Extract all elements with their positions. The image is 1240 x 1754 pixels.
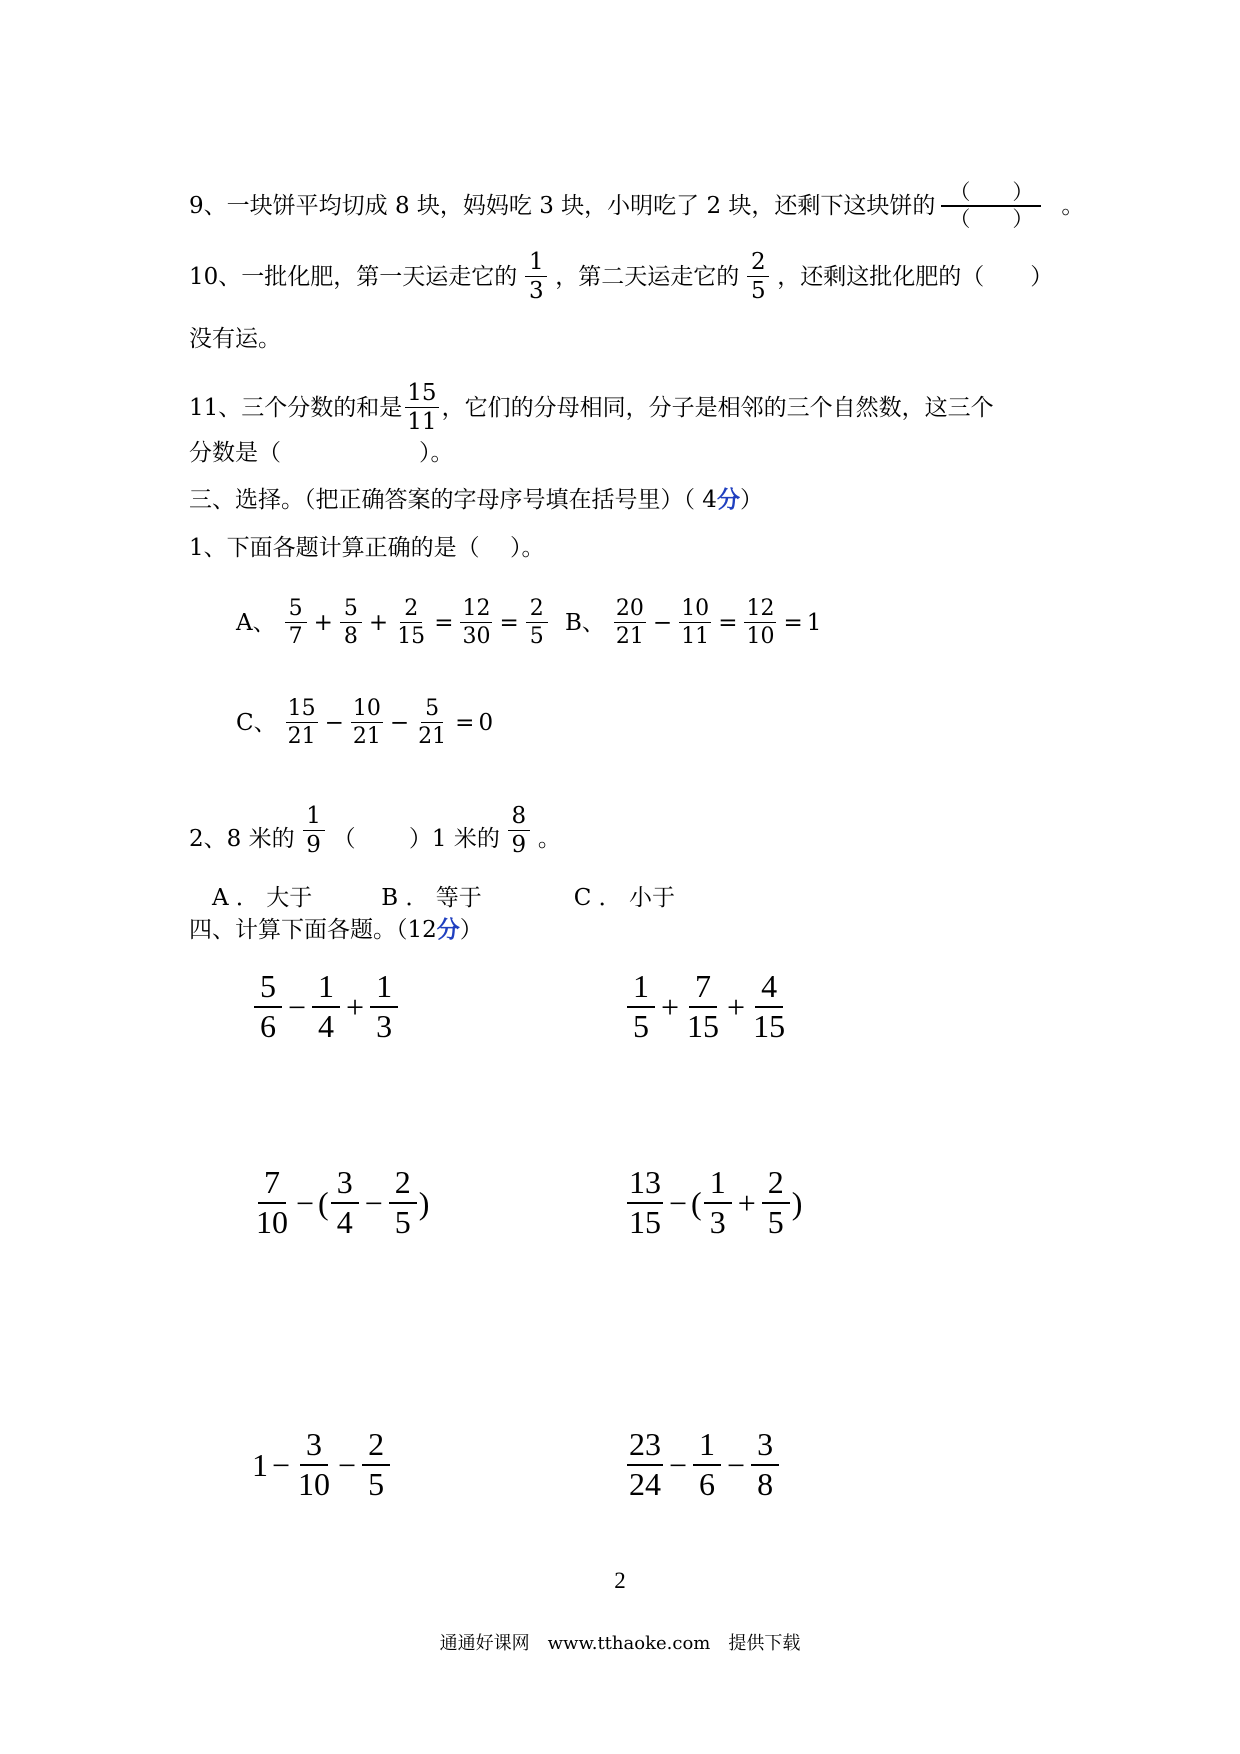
- q9-text: 9、一块饼平均切成 8 块，妈妈吃 3 块，小明吃了 2 块，还剩下这块饼的: [189, 193, 936, 220]
- close-paren: ): [418, 1184, 430, 1221]
- q11-text-2: ，它们的分母相同，分子是相邻的三个自然数，这三个: [441, 394, 994, 421]
- question-9: [189, 181, 1084, 231]
- s3q1-option-c: [236, 697, 493, 748]
- operator: −: [338, 1446, 357, 1483]
- numerator: 7: [689, 970, 717, 1008]
- denominator: 8: [757, 1465, 774, 1502]
- q11-f-denominator: 11: [407, 409, 437, 436]
- denominator: 3: [709, 1203, 726, 1240]
- numerator: 12: [460, 597, 492, 623]
- term: [312, 970, 340, 1043]
- numerator: 3: [300, 1428, 328, 1466]
- q11-line-2: 分数是（ ）。: [189, 440, 454, 466]
- calc-expression-2: [625, 970, 789, 1043]
- term: [751, 1428, 779, 1501]
- numerator: 12: [744, 597, 776, 623]
- denominator: 21: [615, 624, 644, 650]
- s3q2-fraction-1: [303, 804, 325, 857]
- operator: −: [272, 1446, 291, 1483]
- numerator: 1: [704, 1166, 732, 1204]
- footer-credit: 通通好课网 www.tthaoke.com 提供下载: [439, 1633, 801, 1654]
- numerator: 7: [258, 1166, 286, 1204]
- section-4-score: 分: [436, 916, 460, 943]
- q10-text-1: 10、一批化肥，第一天运走它的: [189, 263, 518, 290]
- operator: =: [783, 609, 803, 636]
- optA-term-5: [526, 597, 548, 648]
- denominator: 21: [418, 724, 447, 750]
- term: [331, 1166, 359, 1239]
- operator: +: [346, 988, 365, 1025]
- term: [254, 1166, 290, 1239]
- calc-expression-4: [625, 1166, 802, 1239]
- denominator: 5: [394, 1203, 411, 1240]
- denominator: 5: [767, 1203, 784, 1240]
- section-4-close: ）: [459, 917, 483, 943]
- denominator: 21: [352, 724, 381, 750]
- q10-f2-numerator: 2: [747, 250, 769, 277]
- s3q2-options: A ． 大于 B ． 等于 C ． 小于: [212, 885, 675, 911]
- numerator: 5: [340, 597, 362, 623]
- denominator: 21: [287, 724, 316, 750]
- open-paren: (: [318, 1184, 329, 1221]
- q10-fraction-1: [525, 250, 547, 303]
- denominator: 10: [256, 1203, 288, 1240]
- optB-term-3: [744, 597, 776, 648]
- denominator: 10: [298, 1465, 331, 1502]
- denominator: 4: [336, 1203, 353, 1240]
- term: [704, 1166, 732, 1239]
- s3q2-end: 。: [537, 825, 561, 852]
- term: [362, 1428, 390, 1501]
- option-c-label: C、: [236, 709, 277, 736]
- close-paren: ): [791, 1184, 803, 1221]
- q11-fraction: [405, 381, 438, 434]
- whole-number: 1: [252, 1446, 268, 1483]
- optA-term-1: [285, 597, 307, 648]
- numerator: 10: [679, 597, 711, 623]
- denominator: 11: [681, 624, 710, 650]
- section-4-title-text: 四、计算下面各题。（12: [189, 917, 437, 943]
- option-a-expression: [282, 597, 551, 648]
- denominator: 5: [633, 1007, 649, 1044]
- numerator: 23: [627, 1428, 663, 1466]
- q10-f1-denominator: 3: [528, 278, 544, 305]
- calc-expression-5: [252, 1428, 392, 1501]
- numerator: 3: [331, 1166, 359, 1204]
- operator: −: [364, 1184, 383, 1221]
- open-paren: (: [691, 1184, 702, 1221]
- q10-line-2: 没有运。: [189, 326, 281, 352]
- numerator: 2: [526, 597, 548, 623]
- option-a-label: A、: [236, 609, 276, 636]
- operator: +: [737, 1184, 756, 1221]
- optB-term-2: [679, 597, 711, 648]
- q10-fraction-2: [747, 250, 769, 303]
- option-b-label: B、: [565, 609, 605, 636]
- denominator: 6: [699, 1465, 716, 1502]
- s3-question-2: [189, 803, 561, 865]
- denominator: 9: [511, 832, 527, 859]
- s3q2-text-2: （ ）1 米的: [332, 825, 500, 852]
- s3q2-text-1: 2、8 米的: [189, 825, 295, 852]
- optC-term-2: [351, 697, 383, 748]
- operator: −: [669, 1446, 688, 1483]
- q9-end: 。: [1061, 193, 1085, 220]
- term: [627, 1166, 663, 1239]
- operator: =: [434, 609, 454, 636]
- numerator: 1: [303, 804, 325, 831]
- denominator: 5: [368, 1465, 385, 1502]
- s3-question-1: 1、下面各题计算正确的是（ ）。: [189, 535, 545, 561]
- operator: +: [661, 988, 680, 1025]
- numerator: 1: [312, 970, 340, 1008]
- operator: −: [288, 988, 307, 1025]
- numerator: 4: [755, 970, 783, 1008]
- numerator: 2: [389, 1166, 417, 1204]
- s3q1-option-a: [236, 597, 551, 648]
- optB-result: 1: [806, 609, 822, 636]
- numerator: 1: [627, 970, 655, 1008]
- optC-result: 0: [478, 709, 494, 736]
- numerator: 3: [751, 1428, 779, 1466]
- numerator: 2: [400, 597, 422, 623]
- term: [627, 970, 655, 1043]
- denominator: 7: [288, 624, 303, 650]
- optA-term-3: [395, 597, 427, 648]
- numerator: 8: [508, 804, 530, 831]
- operator: −: [669, 1184, 688, 1221]
- numerator: 5: [254, 970, 282, 1008]
- term: [389, 1166, 417, 1239]
- denominator: 8: [343, 624, 358, 650]
- q10-text-2: ，第二天运走它的: [555, 263, 740, 290]
- q10-text-3: ，还剩这批化肥的（ ）: [777, 263, 1054, 290]
- s3q2-fraction-2: [508, 804, 530, 857]
- q11-f-numerator: 15: [405, 381, 438, 408]
- question-11: [189, 381, 994, 434]
- numerator: 1: [693, 1428, 721, 1466]
- denominator: 3: [376, 1007, 393, 1044]
- numerator: 5: [285, 597, 307, 623]
- numerator: 5: [421, 697, 443, 723]
- operator: +: [368, 609, 389, 636]
- numerator: 13: [627, 1166, 663, 1204]
- denominator: 4: [318, 1007, 335, 1044]
- numerator: 1: [370, 970, 398, 1008]
- q9-blank-denominator[interactable]: （ ）: [949, 207, 1034, 232]
- section-3-close: ）: [739, 487, 763, 513]
- optC-term-3: [416, 697, 448, 748]
- denominator: 6: [260, 1007, 276, 1044]
- term: [627, 1428, 663, 1501]
- operator: −: [389, 709, 410, 736]
- page-number: 2: [614, 1568, 626, 1593]
- denominator: 30: [462, 624, 491, 650]
- term: [751, 970, 787, 1043]
- section-3-title: [189, 485, 763, 515]
- denominator: 15: [753, 1007, 786, 1044]
- numerator: 15: [286, 697, 318, 723]
- operator: −: [296, 1184, 315, 1221]
- operator: =: [455, 709, 475, 736]
- denominator: 5: [529, 624, 544, 650]
- numerator: 10: [351, 697, 383, 723]
- operator: =: [718, 609, 738, 636]
- s3q1-option-b: [565, 597, 821, 648]
- term: [762, 1166, 790, 1239]
- q10-f1-numerator: 1: [525, 250, 547, 277]
- term: [254, 970, 282, 1043]
- q10-f2-denominator: 5: [750, 278, 766, 305]
- section-3-score: 分: [716, 486, 740, 513]
- denominator: 15: [629, 1203, 661, 1240]
- optA-term-2: [340, 597, 362, 648]
- denominator: 15: [397, 624, 426, 650]
- section-3-title-text: 三、选择。（把正确答案的字母序号填在括号里）（ 4: [189, 487, 717, 513]
- operator: +: [727, 988, 746, 1025]
- section-4-title: [189, 915, 483, 945]
- term: [370, 970, 398, 1043]
- term: [296, 1428, 332, 1501]
- calc-expression-1: [252, 970, 400, 1043]
- optC-term-1: [286, 697, 318, 748]
- numerator: 2: [762, 1166, 790, 1204]
- optB-term-1: [614, 597, 646, 648]
- operator: =: [499, 609, 519, 636]
- operator: +: [313, 609, 333, 636]
- denominator: 15: [687, 1007, 720, 1044]
- numerator: 20: [614, 597, 646, 623]
- denominator: 24: [629, 1465, 661, 1502]
- optA-term-4: [460, 597, 492, 648]
- denominator: 9: [306, 832, 321, 859]
- q9-blank-numerator[interactable]: （ ）: [941, 181, 1041, 207]
- numerator: 2: [362, 1428, 390, 1466]
- term: [685, 970, 721, 1043]
- q11-text-1: 11、三个分数的和是: [189, 394, 403, 421]
- operator: −: [652, 609, 673, 636]
- term: [693, 1428, 721, 1501]
- operator: −: [727, 1446, 746, 1483]
- question-10: [189, 250, 1053, 303]
- operator: −: [324, 709, 344, 736]
- calc-expression-3: [252, 1166, 429, 1239]
- calc-expression-6: [625, 1428, 781, 1501]
- q9-answer-fraction-blank[interactable]: [941, 181, 1041, 231]
- denominator: 10: [746, 624, 775, 650]
